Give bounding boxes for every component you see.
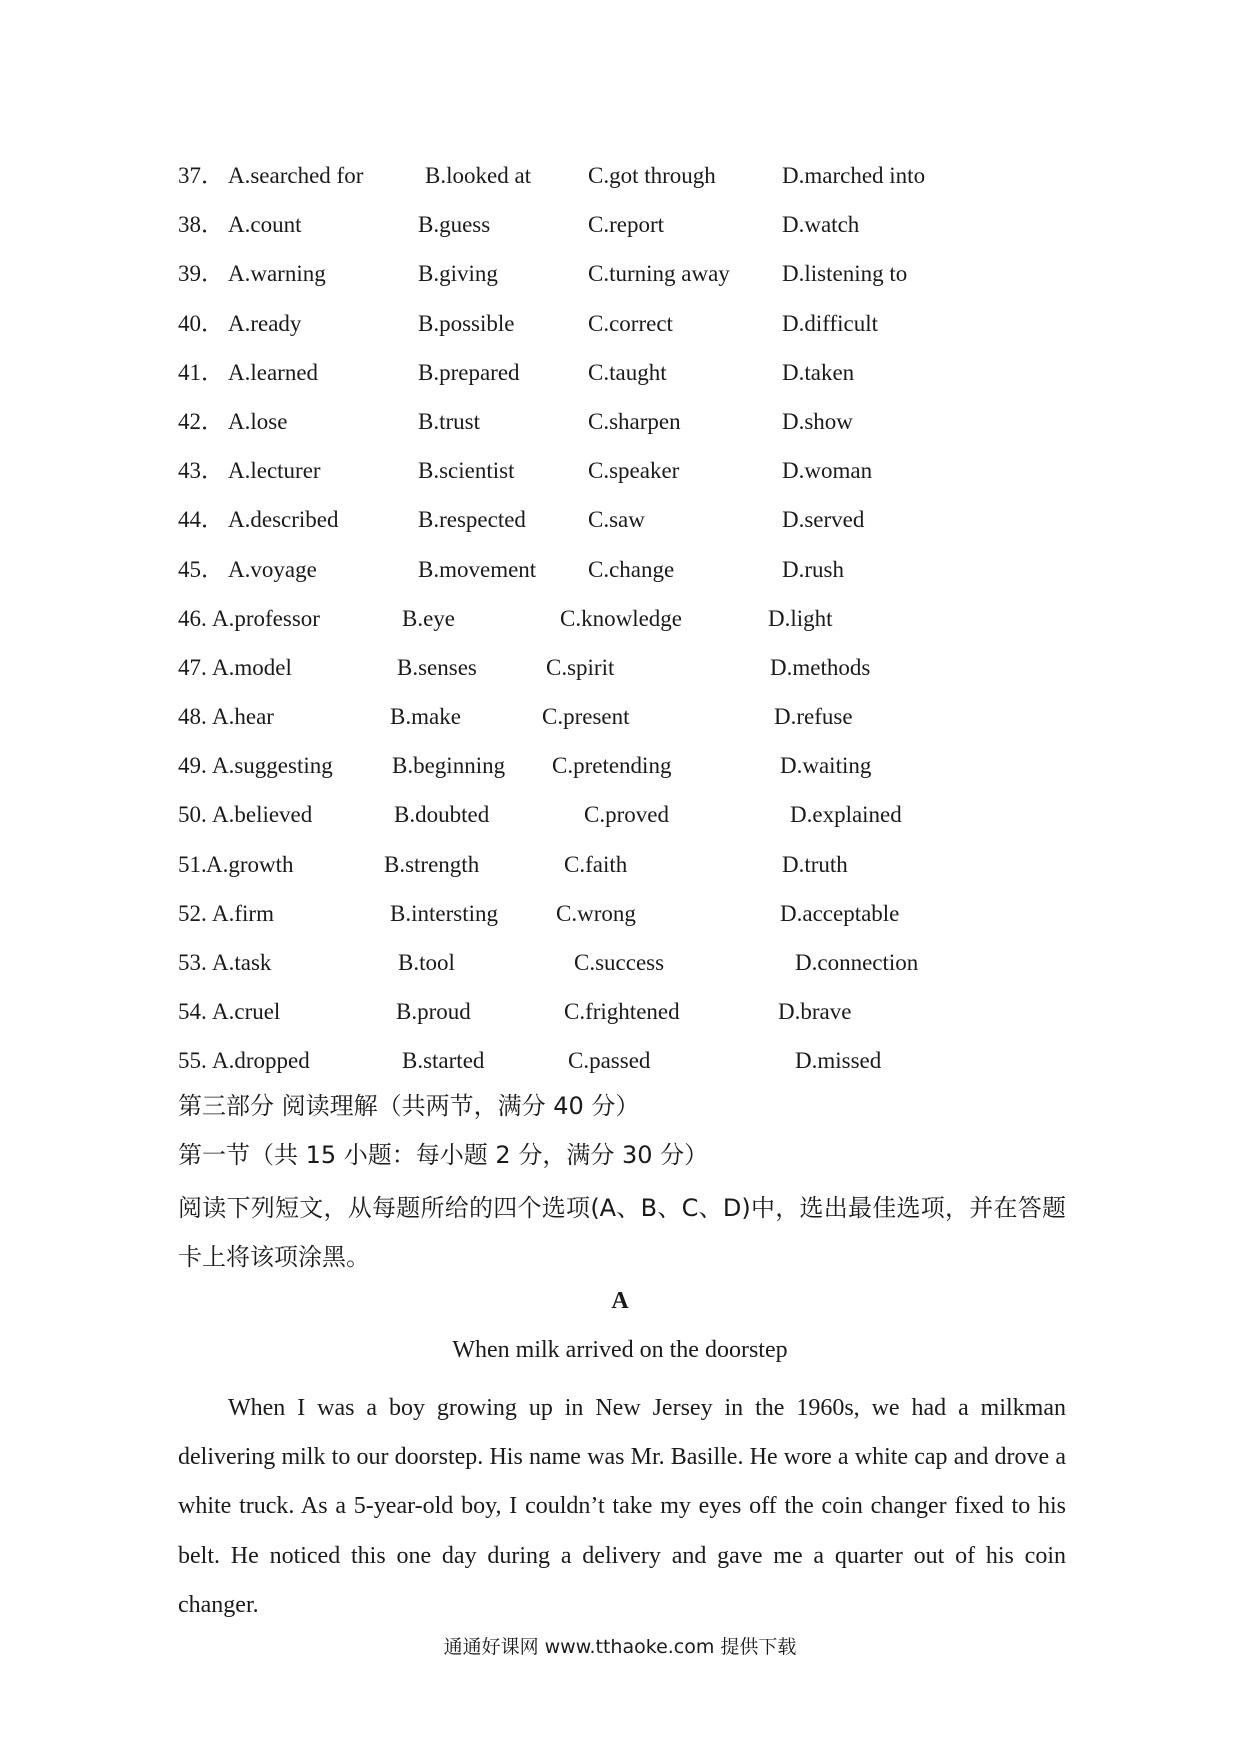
question-row xyxy=(0,1041,1240,1090)
option-b: B.proud xyxy=(396,999,471,1025)
option-d: D.served xyxy=(782,507,865,533)
question-number: 46. xyxy=(178,605,207,631)
option-c: C.spirit xyxy=(546,654,615,680)
option-a: A.hear xyxy=(212,704,274,730)
option-d: D.watch xyxy=(782,212,860,238)
question-row xyxy=(0,795,1240,844)
question-number: 38． xyxy=(178,212,224,238)
option-d: D.missed xyxy=(795,1048,882,1074)
option-a: A.suggesting xyxy=(212,753,333,779)
option-c: C.taught xyxy=(588,359,667,385)
option-a: A.lecturer xyxy=(228,458,321,484)
option-d: D.woman xyxy=(782,458,873,484)
option-a: A.ready xyxy=(228,310,302,336)
question-row xyxy=(0,894,1240,943)
option-b: B.giving xyxy=(418,261,498,287)
option-a: A.learned xyxy=(228,359,319,385)
option-c: C.report xyxy=(588,212,665,238)
option-d: D.acceptable xyxy=(780,900,900,926)
question-row xyxy=(0,648,1240,697)
option-c: C.present xyxy=(542,704,630,730)
question-number: 42． xyxy=(178,408,224,434)
option-a: A.dropped xyxy=(212,1048,310,1074)
option-c: C.sharpen xyxy=(588,408,681,434)
section-heading: 第一节（共 15 小题：每小题 2 分，满分 30 分） xyxy=(178,1141,709,1169)
option-d: D.truth xyxy=(782,851,848,877)
passage-body: When I was a boy growing up in New Jersey in the 1960s, we had a milkman delivering milk to our doorstep. His name was Mr. Basille. He wore a white cap and drove a white truck. As a 5-year-old boy, I couldn’t take my eyes off the coin changer fixed to his belt. He noticed this one day during a delivery and gave me a quarter out of his coin changer. xyxy=(178,1395,1066,1618)
option-c: C.proved xyxy=(584,802,669,828)
question-row xyxy=(0,599,1240,648)
option-b: B.doubted xyxy=(394,802,490,828)
option-b: B.intersting xyxy=(390,900,498,926)
option-d: D.light xyxy=(768,605,833,631)
option-c: C.knowledge xyxy=(560,605,683,631)
question-row xyxy=(0,943,1240,992)
option-d: D.waiting xyxy=(780,753,872,779)
question-number: 55. xyxy=(178,1048,207,1074)
question-number: 48. xyxy=(178,704,207,730)
question-row xyxy=(0,304,1240,353)
option-b: B.started xyxy=(402,1048,485,1074)
question-row xyxy=(0,992,1240,1041)
option-c: C.pretending xyxy=(552,753,672,779)
question-number: 47. xyxy=(178,654,207,680)
option-a: A.model xyxy=(212,654,292,680)
question-number: 44． xyxy=(178,507,224,533)
option-b: B.eye xyxy=(402,605,456,631)
question-number: 39． xyxy=(178,261,224,287)
option-d: D.rush xyxy=(782,556,844,582)
option-d: D.taken xyxy=(782,359,855,385)
option-b: B.respected xyxy=(418,507,526,533)
option-c: C.success xyxy=(574,950,665,975)
option-b: B.beginning xyxy=(392,753,506,779)
option-a: A.cruel xyxy=(212,999,281,1025)
option-a: A.count xyxy=(228,212,302,238)
question-row xyxy=(0,746,1240,795)
option-a: A.lose xyxy=(228,408,288,434)
option-d: D.marched into xyxy=(782,163,926,188)
question-number: 43． xyxy=(178,458,224,484)
option-b: B.strength xyxy=(384,851,480,877)
question-number: 50. xyxy=(178,802,207,828)
option-c: C.turning away xyxy=(588,261,730,287)
question-number: 51. xyxy=(178,851,207,877)
option-c: C.faith xyxy=(564,851,628,877)
question-number: 54. xyxy=(178,999,207,1025)
option-c: C.wrong xyxy=(556,900,636,926)
option-a: A.growth xyxy=(206,851,294,877)
option-d: D.methods xyxy=(770,654,871,680)
option-b: B.make xyxy=(390,704,461,730)
option-d: D.refuse xyxy=(774,704,853,730)
option-a: A.professor xyxy=(212,605,320,631)
option-a: A.firm xyxy=(212,900,274,926)
question-row xyxy=(0,353,1240,402)
option-b: B.scientist xyxy=(418,458,515,484)
question-row xyxy=(0,156,1240,205)
question-row xyxy=(0,697,1240,746)
question-row xyxy=(0,845,1240,894)
question-number: 45． xyxy=(178,556,224,582)
option-a: A.warning xyxy=(228,261,326,287)
option-c: C.correct xyxy=(588,310,673,336)
option-b: B.tool xyxy=(398,950,455,975)
option-a: A.described xyxy=(228,507,339,533)
question-number: 40． xyxy=(178,310,224,336)
option-b: B.trust xyxy=(418,408,480,434)
question-options-list xyxy=(0,156,1240,1091)
question-row xyxy=(0,500,1240,549)
question-row xyxy=(0,550,1240,599)
option-b: B.guess xyxy=(418,212,491,238)
question-number: 37． xyxy=(178,163,224,188)
footer-source: 通通好课网 www.tthaoke.com 提供下载 xyxy=(443,1636,797,1658)
question-row xyxy=(0,402,1240,451)
option-c: C.change xyxy=(588,556,675,582)
option-a: A.searched for xyxy=(228,163,364,188)
question-number: 52. xyxy=(178,900,207,926)
question-number: 53. xyxy=(178,950,207,975)
question-row xyxy=(0,205,1240,254)
instruction-text: 阅读下列短文，从每题所给的四个选项(A、B、C、D)中，选出最佳选项，并在答题卡上将该项涂黑。 xyxy=(178,1194,1066,1271)
option-c: C.frightened xyxy=(564,999,680,1025)
option-b: B.prepared xyxy=(418,359,520,385)
option-c: C.speaker xyxy=(588,458,680,484)
option-d: D.explained xyxy=(790,802,902,828)
option-b: B.possible xyxy=(418,310,515,336)
option-d: D.listening to xyxy=(782,261,908,287)
question-number: 49. xyxy=(178,753,207,779)
option-a: A.voyage xyxy=(228,556,317,582)
passage-letter: A xyxy=(611,1288,629,1314)
option-d: D.difficult xyxy=(782,310,879,336)
option-d: D.connection xyxy=(795,950,919,975)
option-b: B.looked at xyxy=(425,163,532,188)
option-c: C.passed xyxy=(568,1048,651,1074)
question-number: 41． xyxy=(178,359,224,385)
part-heading: 第三部分 阅读理解（共两节，满分 40 分） xyxy=(178,1092,640,1120)
option-c: C.saw xyxy=(588,507,645,533)
question-row xyxy=(0,451,1240,500)
option-d: D.brave xyxy=(778,999,852,1025)
passage-title: When milk arrived on the doorstep xyxy=(452,1337,788,1363)
option-b: B.senses xyxy=(397,654,477,680)
question-row xyxy=(0,254,1240,303)
option-a: A.task xyxy=(212,950,272,975)
option-b: B.movement xyxy=(418,556,537,582)
option-d: D.show xyxy=(782,408,853,434)
option-c: C.got through xyxy=(588,163,716,188)
option-a: A.believed xyxy=(212,802,313,828)
